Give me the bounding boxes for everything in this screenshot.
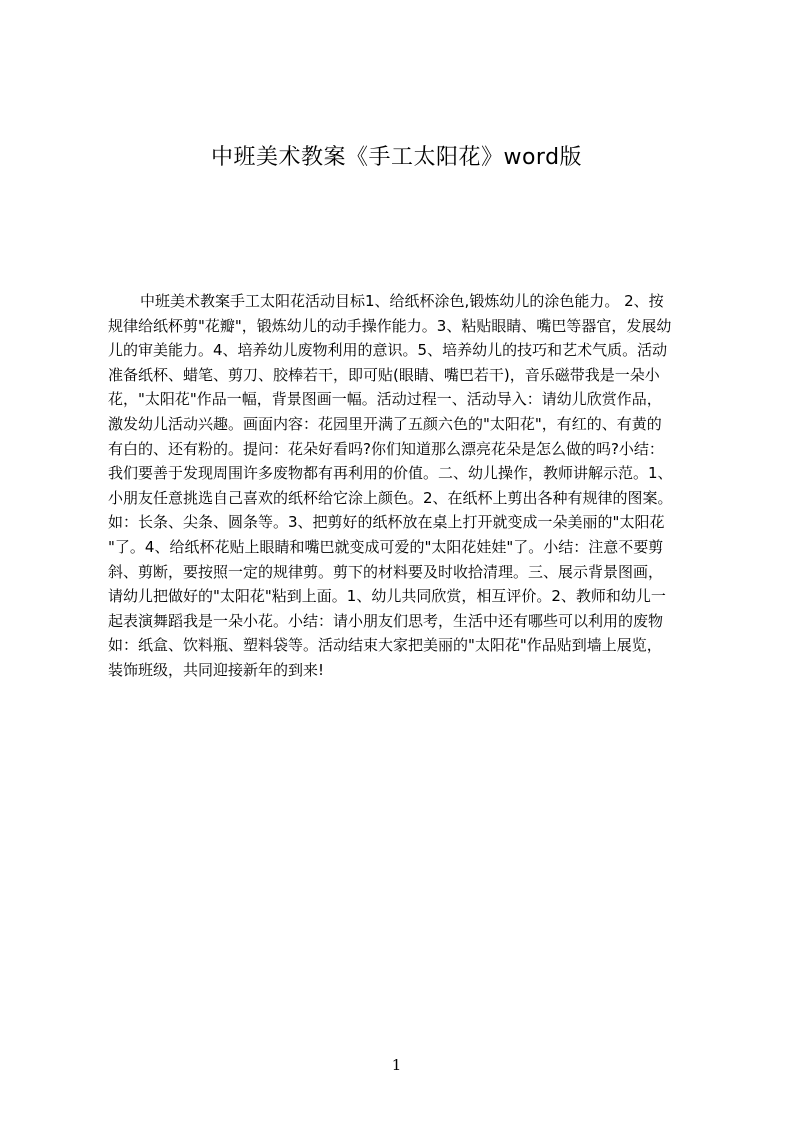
body-line-4: 准备纸杯、蜡笔、剪刀、胶棒若干，即可贴(眼睛、嘴巴若干)，音乐磁带我是一朵小 [108, 365, 660, 384]
body-line-8: 我们要善于发现周围许多废物都有再利用的价值。二、幼儿操作，教师讲解示范。1、 [108, 464, 673, 483]
document-body [108, 289, 698, 729]
body-line-3: 儿的审美能力。4、培养幼儿废物利用的意识。5、培养幼儿的技巧和艺术气质。活动 [108, 341, 668, 360]
body-line-10: 如：长条、尖条、圆条等。3、把剪好的纸杯放在桌上打开就变成一朵美丽的"太阳花 [108, 513, 665, 532]
body-line-16: 装饰班级，共同迎接新年的到来! [108, 660, 325, 679]
body-line-1: 中班美术教案手工太阳花活动目标1、给纸杯涂色,锻炼幼儿的涂色能力。 2、按 [140, 292, 664, 310]
page-number: 1 [391, 1056, 402, 1074]
body-line-14: 起表演舞蹈我是一朵小花。小结：请小朋友们思考，生活中还有哪些可以利用的废物 [108, 611, 664, 630]
body-line-9: 小朋友任意挑选自己喜欢的纸杯给它涂上颜色。2、在纸杯上剪出各种有规律的图案。 [108, 488, 673, 507]
body-line-13: 请幼儿把做好的"太阳花"粘到上面。1、幼儿共同欣赏，相互评价。2、教师和幼儿一 [108, 587, 666, 606]
body-line-5: 花，"太阳花"作品一幅，背景图画一幅。活动过程一、活动导入：请幼儿欣赏作品， [108, 390, 662, 409]
body-line-7: 有白的、还有粉的。提问：花朵好看吗?你们知道那么漂亮花朵是怎么做的吗?小结： [108, 439, 664, 458]
body-line-6: 激发幼儿活动兴趣。画面内容：花园里开满了五颜六色的"太阳花"，有红的、有黄的 [108, 414, 662, 433]
body-line-15: 如：纸盒、饮料瓶、塑料袋等。活动结束大家把美丽的"太阳花"作品贴到墙上展览， [108, 636, 662, 655]
body-line-2: 规律给纸杯剪"花瓣"，锻炼幼儿的动手操作能力。3、粘贴眼睛、嘴巴等器官，发展幼 [108, 316, 672, 335]
body-line-12: 斜、剪断，要按照一定的规律剪。剪下的材料要及时收拾清理。三、展示背景图画， [108, 562, 664, 581]
body-line-11: "了。4、给纸杯花贴上眼睛和嘴巴就变成可爱的"太阳花娃娃"了。小结：注意不要剪 [108, 537, 664, 556]
document-title: 中班美术教案《手工太阳花》word版 [210, 145, 583, 170]
